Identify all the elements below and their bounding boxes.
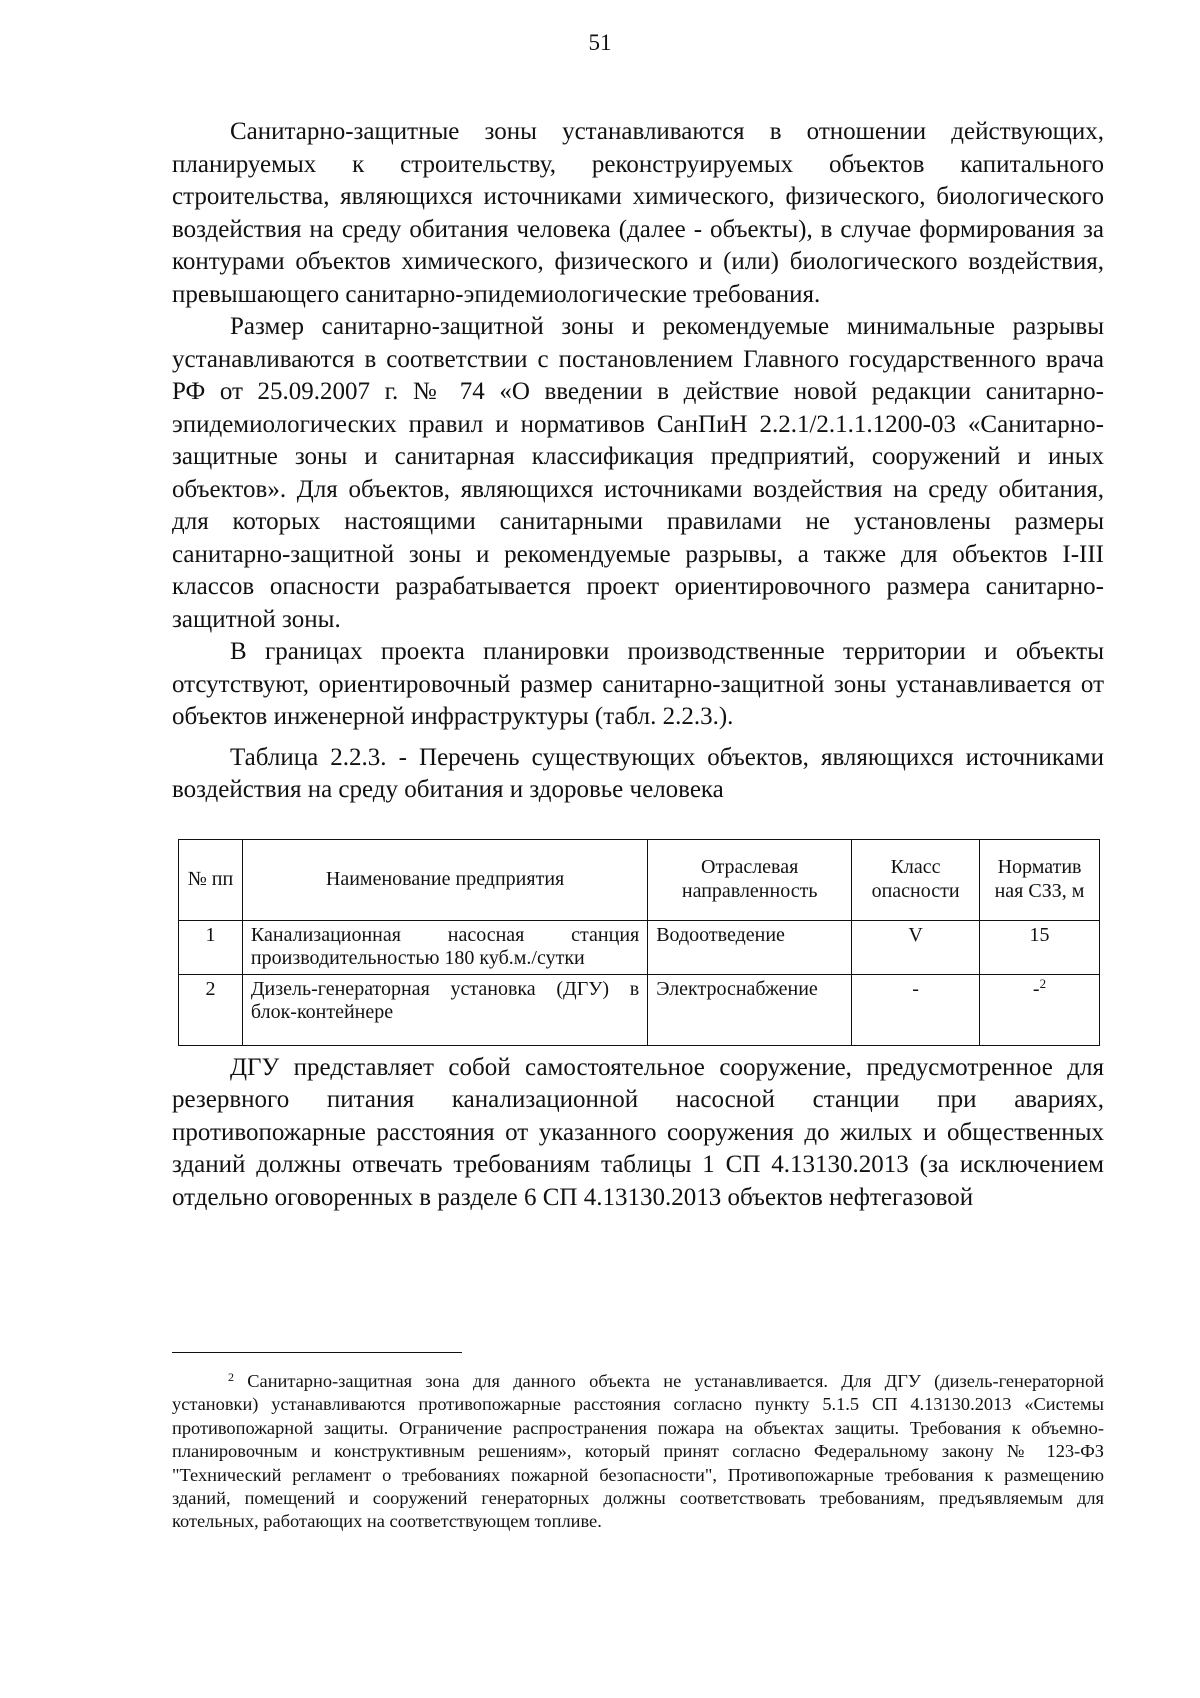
paragraph-szz-size: Размер санитарно-защитной зоны и рекомендуемые минимальные разрывы устанавливаются в соответствии с постановлением Главного государственного врача РФ от 25.09.2007 г. № 74 «О введении в действие новой редакции санитарно-эпидемиологических правил и нормативов СанПиН 2.2.1/2.1.1.1200-03 «Санитарно-защитные зоны и санитарная классификация предприятий, сооружений и иных объектов». Для объектов, являющихся источниками воздействия на среду обитания, для которых настоящими санитарными правилами не установлены размеры санитарно-защитной зоны и рекомендуемые разрывы, а также для объектов I-III классов опасности разрабатывается проект ориентировочного размера санитарно-защитной зоны. [172, 313, 1104, 633]
objects-table [178, 839, 1100, 1046]
cell-szz [980, 974, 1100, 1045]
header-name: Наименование предприятия [242, 839, 647, 920]
paragraph-planning-boundaries: В границах проекта планировки производственные территории и объекты отсутствуют, ориентировочный размер санитарно-защитной зоны устанавливается от объектов инженерной инфраструктуры (табл. 2.2.3.). [172, 638, 1104, 730]
cell-hazard-class: V [852, 920, 980, 974]
cell-num: 2 [179, 974, 243, 1045]
header-hazard-class: Класс опасности [852, 839, 980, 920]
table-header-row [179, 839, 1100, 920]
cell-sector: Водоотведение [648, 920, 852, 974]
cell-szz [980, 920, 1100, 974]
table-row [179, 920, 1100, 974]
header-szz: Норматив ная СЗЗ, м [980, 839, 1100, 920]
cell-name: Канализационная насосная станция производительностью 180 куб.м./сутки [242, 920, 647, 974]
cell-sector: Электроснабжение [648, 974, 852, 1045]
document-body [172, 116, 1104, 1214]
cell-hazard-class: - [852, 974, 980, 1045]
cell-num: 1 [179, 920, 243, 974]
table-caption: Таблица 2.2.3. - Перечень существующих объектов, являющихся источниками воздействия на среду обитания и здоровье человека [172, 743, 1104, 803]
paragraph-szz-definition: Санитарно-защитные зоны устанавливаются в отношении действующих, планируемых к строительству, реконструируемых объектов капитального строительства, являющихся источниками химического, физического, биологического воздействия на среду обитания человека (далее - объекты), в случае формирования за контурами объектов химического, физического и (или) биологического воздействия, превышающего санитарно-эпидемиологические требования. [172, 118, 1104, 308]
header-num: № пп [179, 839, 243, 920]
table-row [179, 974, 1100, 1045]
footnote-reference: 2 [1039, 975, 1047, 991]
page-number: 51 [588, 30, 612, 55]
cell-szz-value: 15 [1029, 923, 1050, 946]
footnote [172, 1370, 1104, 1534]
cell-name: Дизель-генераторная установка (ДГУ) в блок-контейнере [242, 974, 647, 1045]
paragraph-dgu: ДГУ представляет собой самостоятельное сооружение, предусмотренное для резервного питания канализационной насосной станции при авариях, противопожарные расстояния от указанного сооружения до жилых и общественных зданий должны отвечать требованиям таблицы 1 СП 4.13130.2013 (за исключением отдельно оговоренных в разделе 6 СП 4.13130.2013 объектов нефтегазовой [172, 1053, 1104, 1211]
header-sector: Отраслевая направленность [648, 839, 852, 920]
footnote-separator [172, 1352, 462, 1353]
footnote-marker: 2 [228, 1370, 234, 1384]
cell-szz-value: - [1032, 977, 1040, 1000]
footnote-text: Санитарно-защитная зона для данного объекта не устанавливается. Для ДГУ (дизель-генераторной установки) устанавливаются противопожарные расстояния согласно пункту 5.1.5 СП 4.13130.2013 «Системы противопожарной защиты. Ограничение распространения пожара на объектах защиты. Требования к объемно-планировочным и конструктивным решениям», который принят согласно Федеральному закону № 123-ФЗ "Технический регламент о требованиях пожарной безопасности", Противопожарные требования к размещению зданий, помещений и сооружений генераторных должны соответствовать требованиям, предъявляемым для котельных, работающих на соответствующем топливе. [172, 1371, 1104, 1532]
